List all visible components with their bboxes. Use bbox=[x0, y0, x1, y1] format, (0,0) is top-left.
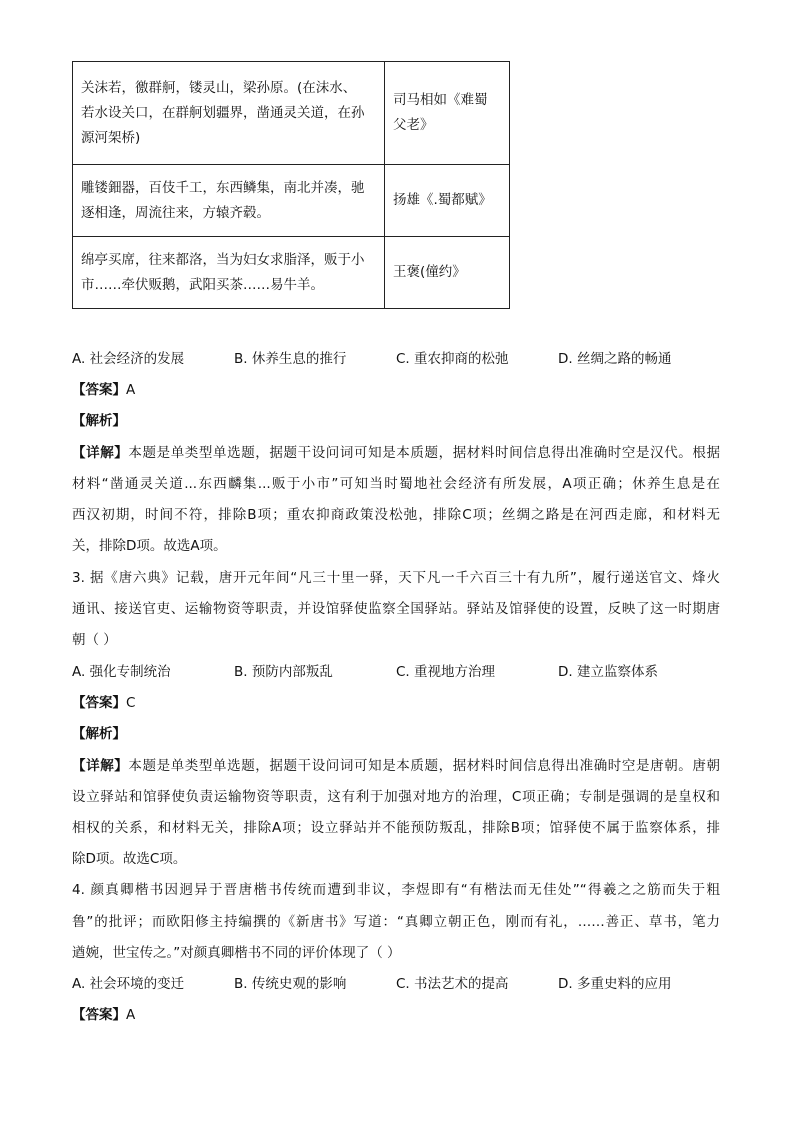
table-cell-content bbox=[73, 165, 385, 237]
table-cell-source bbox=[385, 62, 510, 165]
table-cell-source bbox=[385, 237, 510, 309]
q3-options bbox=[72, 662, 732, 682]
q2-detail-line bbox=[72, 443, 720, 463]
cell-line: 若水设关口，在群舸划疆界，凿通灵关道，在孙 bbox=[81, 104, 365, 121]
option-b: B. 传统史观的影响 bbox=[234, 976, 347, 992]
option-a: A. 社会环境的变迁 bbox=[72, 976, 185, 992]
option-d: D. 建立监察体系 bbox=[558, 664, 658, 680]
option-b: B. 休养生息的推行 bbox=[234, 351, 347, 367]
q2-options bbox=[72, 349, 732, 369]
q2-detail-line: 材料“凿通灵关道...东西麟集...贩于小市”可知当时蜀地社会经济有所发展，A项正确；休养生息是在 bbox=[72, 476, 720, 492]
option-b: B. 预防内部叛乱 bbox=[234, 664, 333, 680]
cell-line: 父老》 bbox=[393, 117, 434, 133]
answer-value: A bbox=[126, 1007, 136, 1023]
cell-line: 关沫若，徼群舸，镂灵山，梁孙原。(在沫水、 bbox=[81, 79, 357, 96]
answer-tag: 【答案】 bbox=[72, 695, 126, 711]
q2-detail-line: 西汉初期，时间不符，排除B项；重农抑商政策没松弛，排除C项；丝绸之路是在河西走廊，和材料无 bbox=[72, 507, 720, 523]
detail-text: 本题是单类型单选题，据题干设问词可知是本质题，据材料时间信息得出准确时空是唐朝。唐朝 bbox=[128, 758, 721, 774]
q3-analysis-heading bbox=[72, 724, 720, 744]
cell-line: 绵亭买席，往来都洛，当为妇女求脂泽，贩于小 bbox=[81, 251, 365, 268]
q2-answer bbox=[72, 380, 720, 400]
table-row bbox=[73, 237, 510, 309]
q3-answer bbox=[72, 693, 720, 713]
q3-detail-line: 设立驿站和馆驿使负责运输物资等职责，这有利于加强对地方的治理，C项正确；专制是强调的是皇权和 bbox=[72, 789, 720, 805]
q3-detail-line: 相权的关系，和材料无关，排除A项；设立驿站并不能预防叛乱，排除B项；馆驿使不属于监察体系，排 bbox=[72, 820, 720, 836]
q4-stem-line: 4. 颜真卿楷书因迥异于晋唐楷书传统而遭到非议，李煜即有“有楷法而无佳处”“得羲之之筋而失于粗 bbox=[72, 882, 720, 898]
detail-tag: 【详解】 bbox=[72, 758, 129, 774]
q2-detail-line: 关，排除D项。故选A项。 bbox=[72, 538, 227, 554]
table-cell-content bbox=[73, 237, 385, 309]
answer-tag: 【答案】 bbox=[72, 382, 126, 398]
cell-line: 源河架桥) bbox=[81, 129, 141, 146]
option-a: A. 社会经济的发展 bbox=[72, 351, 185, 367]
q3-detail-line: 除D项。故选C项。 bbox=[72, 851, 187, 867]
answer-value: A bbox=[126, 382, 136, 398]
analysis-tag: 【解析】 bbox=[72, 413, 126, 429]
analysis-tag: 【解析】 bbox=[72, 726, 126, 742]
cell-line: 市……牵伏贩鹅，武阳买茶……易牛羊。 bbox=[81, 276, 324, 293]
detail-tag: 【详解】 bbox=[72, 445, 129, 461]
q3-detail-line bbox=[72, 756, 720, 776]
q2-analysis-heading bbox=[72, 411, 720, 431]
source-table bbox=[72, 61, 510, 309]
answer-tag: 【答案】 bbox=[72, 1007, 126, 1023]
q4-stem-line: 鲁”的批评；而欧阳修主持编撰的《新唐书》写道：“真卿立朝正色，刚而有礼，……善正、草书，笔力 bbox=[72, 914, 720, 930]
cell-line: 司马相如《难蜀 bbox=[393, 92, 488, 108]
table-row bbox=[73, 165, 510, 237]
option-d: D. 多重史料的应用 bbox=[558, 976, 672, 992]
option-d: D. 丝绸之路的畅通 bbox=[558, 351, 672, 367]
q4-options bbox=[72, 974, 732, 994]
q3-stem-line: 朝（ ） bbox=[72, 632, 117, 648]
cell-line: 逐相逢，周流往来，方辕齐毂。 bbox=[81, 204, 270, 221]
option-c: C. 书法艺术的提高 bbox=[396, 976, 509, 992]
q4-answer bbox=[72, 1005, 720, 1025]
q3-stem-line: 3. 据《唐六典》记载，唐开元年间“凡三十里一驿，天下凡一千六百三十有九所”，履行递送官文、烽火 bbox=[72, 570, 720, 586]
q4-stem-line: 遒婉，世宝传之。”对颜真卿楷书不同的评价体现了（ ） bbox=[72, 945, 401, 961]
table-cell-source bbox=[385, 165, 510, 237]
table-row bbox=[73, 62, 510, 165]
detail-text: 本题是单类型单选题，据题干设问词可知是本质题，据材料时间信息得出准确时空是汉代。根据 bbox=[128, 445, 721, 461]
option-c: C. 重视地方治理 bbox=[396, 664, 496, 680]
option-c: C. 重农抑商的松弛 bbox=[396, 351, 509, 367]
cell-line: 扬雄《.蜀都赋》 bbox=[393, 192, 492, 208]
answer-value: C bbox=[126, 695, 136, 711]
cell-line: 王褒(僮约》 bbox=[393, 264, 466, 280]
q3-stem-line: 通讯、接送官吏、运输物资等职责，并设馆驿使监察全国驿站。驿站及馆驿使的设置，反映了这一时期唐 bbox=[72, 601, 720, 617]
cell-line: 雕镂鈿器，百伎千工，东西鳞集，南北并凑，驰 bbox=[81, 179, 365, 196]
option-a: A. 强化专制统治 bbox=[72, 664, 171, 680]
table-cell-content bbox=[73, 62, 385, 165]
